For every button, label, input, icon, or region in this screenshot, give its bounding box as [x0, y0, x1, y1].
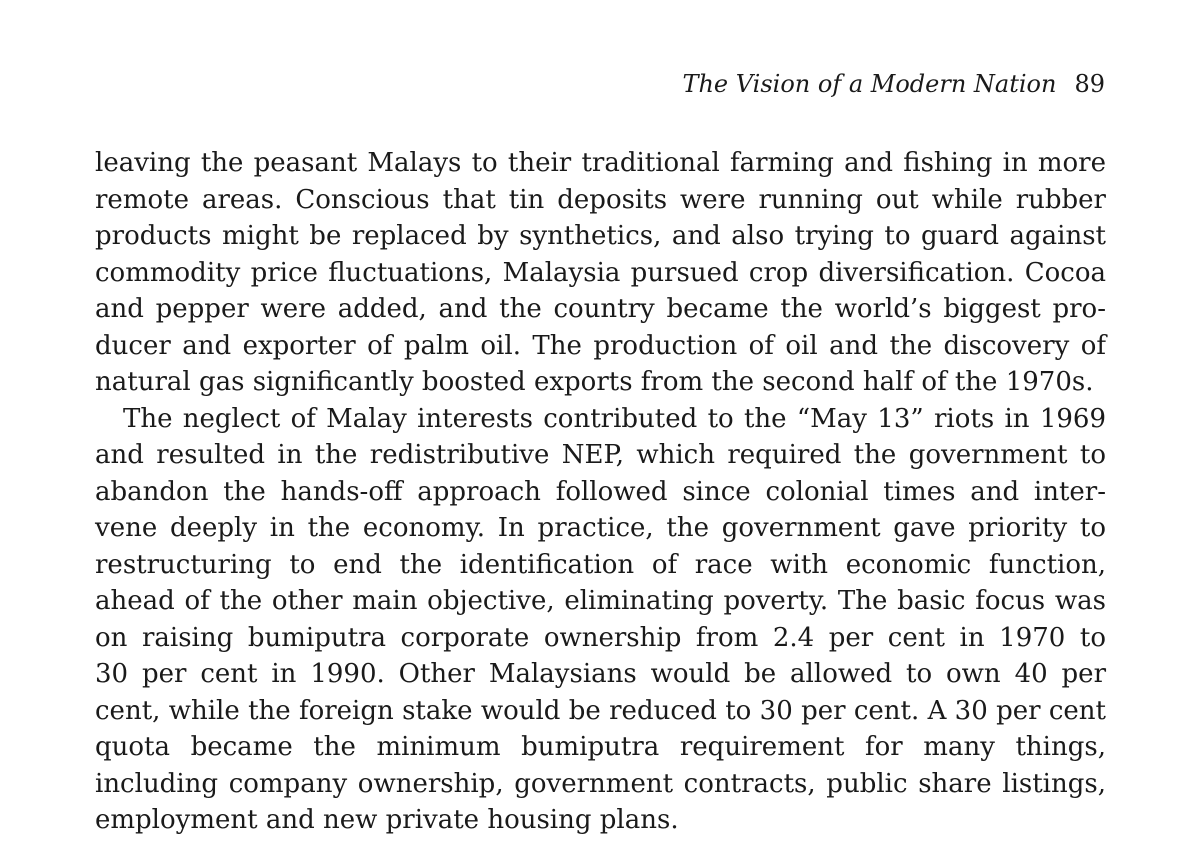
text-line: vene deeply in the economy. In practice, the government gave priority to	[95, 513, 1106, 543]
running-head	[682, 66, 1105, 102]
text-line: and pepper were added, and the country became the world’s biggest pro-	[95, 294, 1106, 324]
text-line: including company ownership, government contracts, public share listings,	[95, 768, 1106, 799]
text-line: and resulted in the redistributive NEP, which required the government to	[95, 440, 1106, 470]
text-line: products might be replaced by synthetics, and also trying to guard against	[95, 221, 1106, 251]
text-line: restructuring to end the identification of race with economic function,	[95, 549, 1106, 580]
text-line: cent, while the foreign stake would be reduced to 30 per cent. A 30 per cent	[95, 695, 1106, 726]
text-line: 30 per cent in 1990. Other Malaysians would be allowed to own 40 per	[95, 659, 1106, 689]
text-line: commodity price fluctuations, Malaysia pursued crop diversification. Cocoa	[95, 257, 1106, 288]
text-line: ducer and exporter of palm oil. The production of oil and the discovery of	[95, 330, 1106, 361]
page-number: 89	[1074, 70, 1105, 98]
text-line: on raising bumiputra corporate ownership from 2.4 per cent in 1970 to	[95, 622, 1106, 653]
text-line: leaving the peasant Malays to their traditional farming and fishing in more	[95, 148, 1106, 178]
text-line: natural gas significantly boosted exports from the second half of the 1970s.	[95, 367, 1094, 397]
body-text	[95, 145, 1106, 839]
text-line: abandon the hands-off approach followed since colonial times and inter-	[95, 476, 1106, 507]
text-line: quota became the minimum bumiputra requirement for many things,	[95, 732, 1106, 762]
running-head-title: The Vision of a Modern Nation	[682, 70, 1057, 98]
text-line: The neglect of Malay interests contributed to the “May 13” riots in 1969	[123, 403, 1106, 434]
text-line: employment and new private housing plans.	[95, 805, 679, 835]
text-line: remote areas. Conscious that tin deposits were running out while rubber	[95, 184, 1106, 215]
text-line: ahead of the other main objective, eliminating poverty. The basic focus was	[95, 586, 1106, 616]
